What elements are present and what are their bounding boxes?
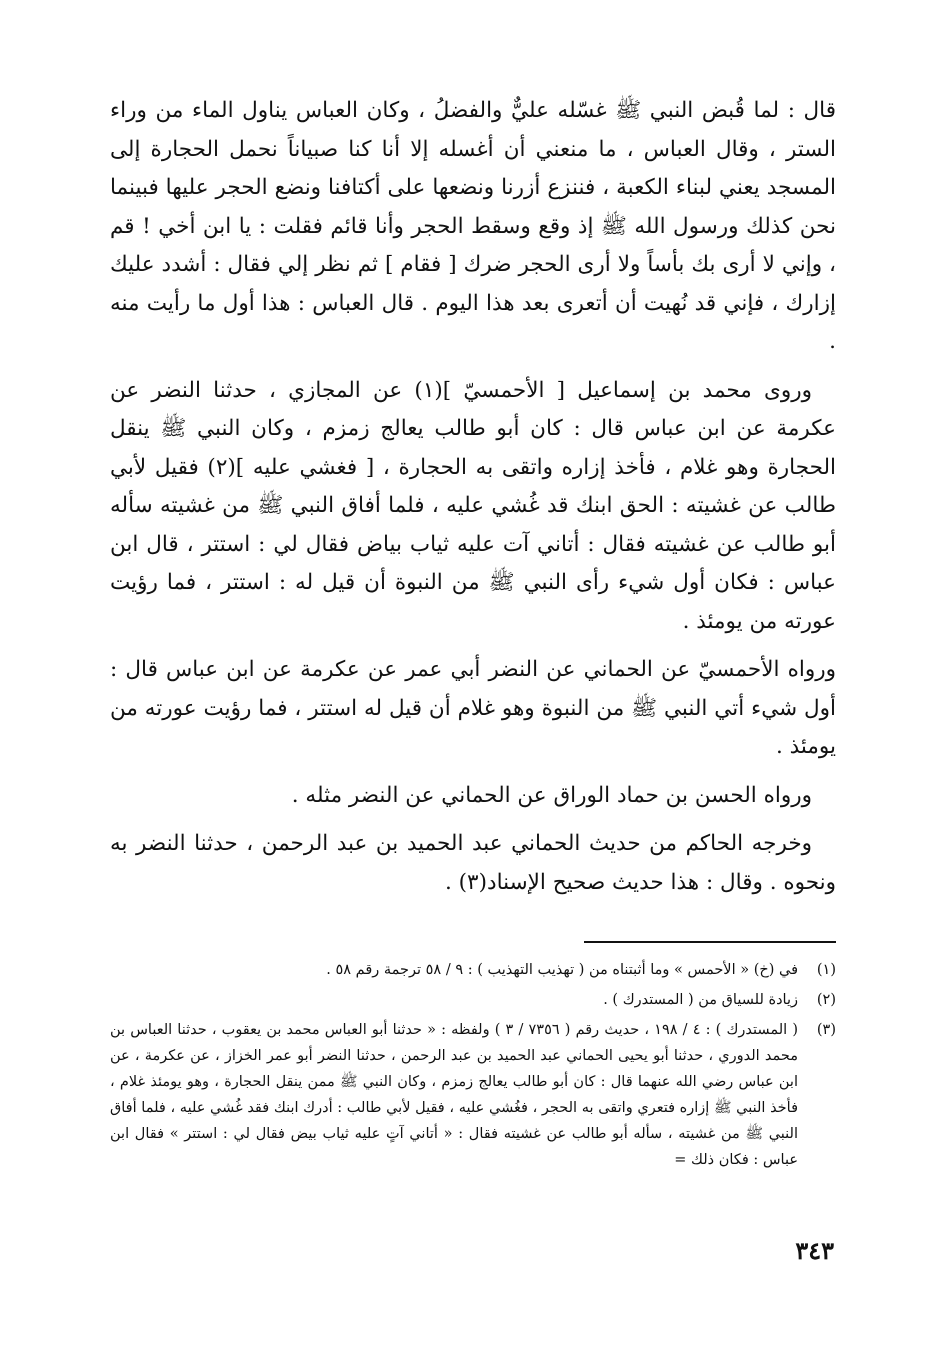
footnote-3 — [110, 1017, 836, 1173]
paragraph-2: وروى محمد بن إسماعيل [ الأحمسيّ ](١) عن المجازي ، حدثنا النضر عن عكرمة عن ابن عباس قال : كان أبو طالب يعالج زمزم ، وكان النبي ﷺ ينقل الحجارة وهو غلام ، فأخذ إزاره واتقى به الحجارة ، [ فغشي عليه ](٢) فقيل لأبي طالب عن غشيته : الحق ابنك قد غُشي عليه ، فلما أفاق النبي ﷺ من غشيته سأله أبو طالب عن غشيته فقال : أتاني آت عليه ثياب بياض فقال لي : استتر ، قال ابن عباس : فكان أول شيء رأى النبي ﷺ من النبوة أن قيل له : استتر ، فما رؤيت عورته من يومئذ . — [110, 377, 836, 634]
paragraph-3: ورواه الأحمسيّ عن الحماني عن النضر أبي عمر عن عكرمة عن ابن عباس قال : أول شيء أتي النبي ﷺ من النبوة وهو غلام أن قيل له استتر ، فما رؤيت عورته من يومئذ . — [110, 657, 836, 759]
footnote-text: زيادة للسياق من ( المستدرك ) . — [603, 992, 798, 1008]
page-number: ٣٤٣ — [795, 1236, 834, 1265]
footnote-1 — [110, 957, 836, 983]
paragraph-1: قال : لما قُبض النبي ﷺ غسّله عليٌّ والفضلُ ، وكان العباس يناول الماء من وراء الستر ، وقال العباس ، ما منعني أن أغسله إلا أنا كنا صبياناً نحمل الحجارة إلى المسجد يعني لبناء الكعبة ، فننزع أزرنا ونضعها على أكتافنا ونضع الحجر عليها فبينما نحن كذلك ورسول الله ﷺ إذ وقع وسقط الحجر وأنا قائم فقلت : يا ابن أخي ! قم ، وإني لا أرى بك بأساً ولا أرى الحجر ضرك [ فقام ] ثم نظر إلي فقال : أشدد عليك إزارك ، فإني قد نُهيت أن أتعرى بعد هذا اليوم . قال العباس : هذا أول ما رأيت منه . — [110, 98, 836, 354]
paragraph-5: وخرجه الحاكم من حديث الحماني عبد الحميد بن عبد الرحمن ، حدثنا النضر به ونحوه . وقال : هذا حديث صحيح الإسناد(٣) . — [110, 831, 836, 895]
footnote-text: في (خ) « الأحمس » وما أثبتناه من ( تهذيب التهذيب ) : ٩ / ٥٨ ترجمة رقم ٥٨ . — [326, 962, 798, 978]
footnote-2 — [110, 987, 836, 1013]
footnotes — [110, 957, 836, 1177]
footnote-text: ( المستدرك ) : ٤ / ١٩٨ ، حديث رقم ( ٧٣٥٦ / ٣ ) ولفظه : « حدثنا أبو العباس محمد بن يعقوب ، حدثنا العباس بن محمد الدوري ، حدثنا أبو يحيى الحماني عبد الحميد بن عبد الرحمن ، حدثنا النضر أبو عمر الخزاز ، عن عكرمة ، عن ابن عباس رضي الله عنهما قال : كان أبو طالب يعالج زمزم ، وكان النبي ﷺ ممن ينقل الحجارة ، وهو يومئذ غلام ، فأخذ النبي ﷺ إزاره فتعري واتقى به الحجر ، فغُشي عليه ، فقيل لأبي طالب : أدرك ابنك فقد غُشي عليه ، فلما أفاق النبي ﷺ من غشيته ، سأله أبو طالب عن غشيته فقال : « أتاني آتٍ عليه ثياب بيض فقال لي : استتر » فقال ابن عباس : فكان ذلك = — [110, 1022, 798, 1168]
footnote-number: (٢) — [816, 992, 836, 1008]
footnote-number: (١) — [816, 962, 836, 978]
main-text — [110, 92, 836, 912]
footnote-number: (٣) — [816, 1022, 836, 1038]
footnote-separator — [584, 941, 836, 943]
paragraph-4: ورواه الحسن بن حماد الوراق عن الحماني عن النضر مثله . — [291, 782, 812, 808]
